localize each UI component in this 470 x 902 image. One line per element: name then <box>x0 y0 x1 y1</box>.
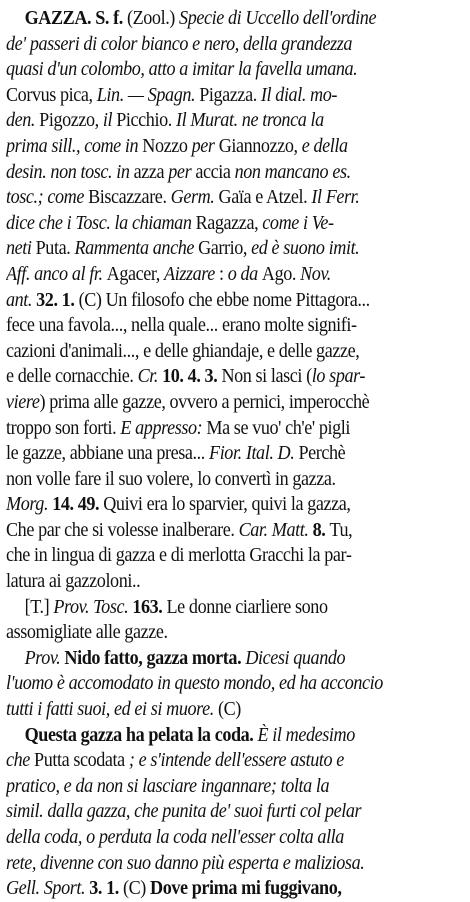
text-line <box>6 569 432 595</box>
text-line <box>6 799 432 825</box>
text-line <box>6 390 432 416</box>
text-segment: lo spar- <box>311 366 366 388</box>
text-segment: pratico, e da non si lasciare ingannare; tolta la <box>6 775 330 797</box>
text-segment: o da <box>227 263 262 285</box>
text-segment: Gell. Sport. <box>6 878 90 900</box>
text-line <box>6 620 432 646</box>
text-segment: Pigozzo, <box>39 110 103 132</box>
text-segment: Morg. <box>6 494 53 516</box>
text-segment: E appresso: <box>120 417 207 439</box>
text-segment: Nozzo <box>142 135 192 157</box>
text-segment: azza <box>133 161 169 183</box>
text-segment: de' passeri di color bianco e nero, della grandezza <box>6 33 353 55</box>
text-segment: Fior. Ital. D. <box>209 443 299 465</box>
text-segment: Quivi era lo sparvier, quivi la gazza, <box>103 494 351 516</box>
text-segment: e della <box>301 135 348 157</box>
text-segment: 32. 1. <box>36 289 79 311</box>
text-segment: Rammenta anche <box>74 238 199 260</box>
text-segment: (C) <box>217 699 241 721</box>
text-segment: Il dial. mo- <box>260 84 338 106</box>
text-segment: tosc.; come <box>6 187 89 209</box>
text-segment: Ago. <box>261 263 301 285</box>
text-segment: Specie di Uccello dell'ordine <box>179 8 377 29</box>
text-line <box>6 185 432 211</box>
text-segment: tutti i fatti suoi, ed ei si muore. <box>6 699 218 721</box>
text-segment: Putta scodata <box>34 750 125 772</box>
text-segment: Pigazza. <box>199 84 261 106</box>
text-segment: il <box>102 110 117 132</box>
text-line <box>6 467 432 493</box>
text-segment: desin. non tosc. in <box>6 161 134 183</box>
text-segment: 14. 49. <box>52 494 104 516</box>
text-segment: prima sill., come in <box>6 135 143 157</box>
text-segment: (C) Un filosofo che ebbe nome Pittagora... <box>78 289 370 311</box>
text-segment: Prov. <box>24 647 65 669</box>
text-line <box>6 774 432 800</box>
text-segment: (Zool.) <box>122 8 180 29</box>
text-line <box>6 697 432 723</box>
text-segment: Corvus pica, <box>6 84 97 106</box>
text-segment: È il medesimo <box>257 724 355 746</box>
text-segment: Garrio, <box>198 238 252 260</box>
text-segment: Dove prima mi fuggivano, <box>150 878 342 900</box>
text-segment: viere <box>6 391 40 413</box>
text-line <box>6 83 432 109</box>
text-segment: Che par che si volesse inalberare. <box>6 519 239 541</box>
text-line <box>6 876 432 902</box>
text-segment: le gazze, abbiane una presa... <box>6 443 210 465</box>
text-segment: che <box>6 750 35 772</box>
text-segment: non mancano es. <box>234 161 351 183</box>
text-segment: rete, divenne con suo danno più esperta e maliziosa. <box>6 852 365 874</box>
text-line <box>6 748 432 774</box>
text-segment: Aizzare <box>164 263 215 285</box>
text-segment: l'uomo è accomodato in questo mondo, ed ha acconcio <box>6 673 383 695</box>
text-segment: assomigliate alle gazze. <box>6 622 168 644</box>
text-segment: Cr. <box>137 366 163 388</box>
text-line <box>6 262 432 288</box>
text-line <box>6 313 432 339</box>
text-segment: ; e s'intende dell'essere astuto e <box>124 750 344 772</box>
text-line <box>6 825 432 851</box>
text-segment: Lin. — Spagn. <box>96 84 200 106</box>
text-segment: Biscazzare. <box>88 187 171 209</box>
text-segment: Agacer, <box>106 263 165 285</box>
text-line <box>6 441 432 467</box>
text-line <box>6 134 432 160</box>
text-line <box>6 6 432 32</box>
text-line <box>6 518 432 544</box>
text-line <box>6 851 432 877</box>
text-line <box>6 211 432 237</box>
text-line <box>6 288 432 314</box>
text-segment: Car. Matt. <box>238 519 313 541</box>
text-segment: ant. <box>6 289 37 311</box>
text-line <box>6 543 432 569</box>
text-line <box>6 595 432 621</box>
text-segment: non volle fare il suo volere, lo convertì in gazza. <box>6 468 336 490</box>
text-segment: [T.] <box>24 596 54 618</box>
text-segment: della coda, o perduta la coda nell'esser colta alla <box>6 827 344 848</box>
text-segment: 8. <box>312 519 330 541</box>
text-line <box>6 416 432 442</box>
text-segment: per <box>191 135 219 157</box>
text-line <box>6 160 432 186</box>
text-segment: quasi d'un colombo, atto a imitar la favella umana. <box>6 59 358 81</box>
text-segment: Perchè <box>298 443 346 465</box>
text-segment: latura ai gazzoloni.. <box>6 571 141 593</box>
text-segment: Nov. <box>300 263 331 285</box>
text-segment: cazioni d'animali..., e delle ghiandaje, e delle gazze, <box>6 340 360 362</box>
text-segment: Non si lasci ( <box>221 366 312 388</box>
text-segment: Nido fatto, gazza morta. <box>64 647 246 669</box>
text-segment: Ma se vuo' ch'e' pigli <box>206 417 350 439</box>
text-segment: : <box>214 263 228 285</box>
text-line <box>6 32 432 58</box>
text-line <box>6 364 432 390</box>
text-segment: 3. 1. <box>89 878 123 900</box>
text-segment: troppo son forti. <box>6 417 121 439</box>
text-segment: ed è suono imit. <box>251 238 360 260</box>
text-segment: 163. <box>132 596 167 618</box>
text-segment: Ragazza, <box>195 212 263 234</box>
text-segment: simil. dalla gazza, che punita de' suoi furti col pelar <box>6 801 362 823</box>
text-segment: ) prima alle gazze, ovvero a pernici, imperocchè <box>39 391 370 413</box>
text-segment: Picchio. <box>116 110 176 132</box>
text-segment: Puta. <box>35 238 75 260</box>
text-segment: Il Ferr. <box>311 187 360 209</box>
text-segment: neti <box>6 238 36 260</box>
text-segment: den. <box>6 110 40 132</box>
text-line <box>6 108 432 134</box>
text-segment: Questa gazza ha pelata la coda. <box>24 724 258 746</box>
text-line <box>6 646 432 672</box>
text-line <box>6 236 432 262</box>
text-segment: per <box>168 161 196 183</box>
text-segment: 10. 4. 3. <box>162 366 222 388</box>
text-line <box>6 339 432 365</box>
text-line <box>6 671 432 697</box>
text-segment: fece una favola..., nella quale... erano molte signifi- <box>6 315 357 337</box>
text-line <box>6 723 432 749</box>
text-segment: Dicesi quando <box>245 647 346 669</box>
text-segment: Tu, <box>329 519 353 541</box>
text-segment: Aff. anco al fr. <box>6 263 107 285</box>
text-segment: (C) <box>122 878 151 900</box>
text-segment: Prov. Tosc. <box>53 596 133 618</box>
text-segment: accia <box>195 161 235 183</box>
text-segment: GAZZA. S. f. <box>24 8 123 29</box>
text-segment: e delle cornacchie. <box>6 366 138 388</box>
text-line <box>6 57 432 83</box>
text-segment: che in lingua di gazza e di merlotta Gracchi la par- <box>6 545 352 567</box>
text-line <box>6 492 432 518</box>
text-segment: come i Ve- <box>262 212 334 234</box>
text-segment: Germ. <box>170 187 219 209</box>
text-segment: dice che i Tosc. la chiaman <box>6 212 196 234</box>
text-segment: Giannozzo, <box>218 135 302 157</box>
text-segment: Gaïa e Atzel. <box>218 187 312 209</box>
text-segment: Le donne ciarliere sono <box>166 596 328 618</box>
text-segment: Il Murat. ne tronca la <box>175 110 324 132</box>
